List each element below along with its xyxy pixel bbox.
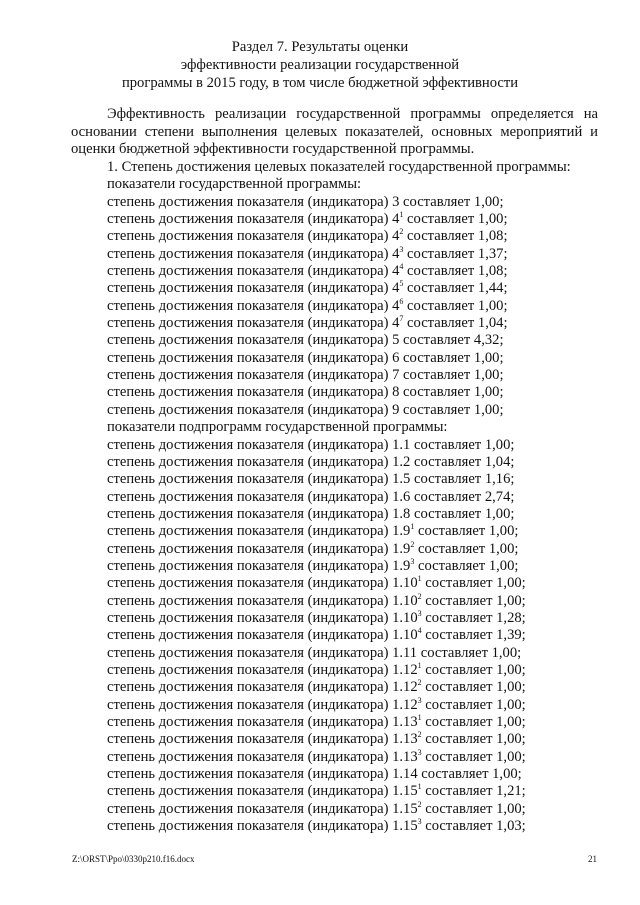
indicator-value: составляет 4,32; [399,332,504,349]
indicator-line [107,332,607,349]
indicator-line [107,367,607,384]
indicator-line [107,610,607,627]
indicator-value: составляет 1,04; [410,453,515,470]
indicator-line [107,471,607,488]
indicator-label: степень достижения показателя (индикатора) 1.5 [107,471,411,488]
indicator-value: составляет 1,00; [417,644,522,661]
section-title [60,38,580,92]
indicator-value: составляет 1,39; [421,627,526,644]
indicator-label: степень достижения показателя (индикатора) 9 [107,401,400,418]
indicator-line [107,645,607,662]
indicator-label: степень достижения показателя (индикатора) 1.8 [107,505,411,522]
indicator-value: составляет 1,00; [403,211,508,228]
page-number: 21 [588,854,597,864]
indicator-value: составляет 1,00; [421,679,526,696]
indicator-value: составляет 1,00; [421,661,526,678]
indicator-superscript: 3 [417,747,422,757]
indicator-label: степень достижения показателя (индикатора) 1.10 [107,609,418,626]
indicator-label: степень достижения показателя (индикатора) 4 [107,315,400,332]
indicator-line [107,454,607,471]
indicator-value: составляет 1,00; [414,523,519,540]
indicator-line [107,627,607,644]
indicator-superscript: 3 [410,556,415,566]
indicator-label: степень достижения показателя (индикатора) 4 [107,280,400,297]
indicator-value: составляет 1,00; [421,714,526,730]
indicator-label: степень достижения показателя (индикатора) 4 [107,211,400,228]
indicator-value: составляет 1,00; [414,540,519,557]
indicator-label: степень достижения показателя (индикатора) 1.10 [107,592,418,609]
indicator-line [107,541,607,558]
indicator-value: составляет 1,00; [399,193,504,210]
indicator-line [107,350,607,367]
indicator-value: составляет 1,00; [421,800,526,817]
indicator-value: составляет 1,00; [399,349,504,366]
indicator-line [107,315,607,332]
indicator-value: составляет 1,00; [399,401,504,418]
indicator-label: степень достижения показателя (индикатора) 8 [107,384,400,401]
indicator-line [107,194,607,211]
indicator-line [107,298,607,315]
indicator-label: степень достижения показателя (индикатора) 1.13 [107,714,418,730]
program-indicators-heading: показатели государственной программы: [107,176,362,193]
indicator-label: степень достижения показателя (индикатора) 5 [107,332,400,349]
indicator-value: составляет 1,08; [403,263,508,280]
indicator-line [107,679,607,696]
indicator-superscript: 4 [399,262,404,272]
indicator-label: степень достижения показателя (индикатора) 4 [107,245,400,262]
indicator-line [107,506,607,523]
indicator-line [107,523,607,540]
indicator-value: составляет 2,74; [410,488,515,505]
indicator-label: степень достижения показателя (индикатора) 1.9 [107,557,411,574]
indicator-line [107,731,607,748]
indicator-label: степень достижения показателя (индикатора) 1.14 [107,766,418,783]
indicator-line [107,593,607,610]
indicator-label: степень достижения показателя (индикатора) 1.15 [107,783,418,800]
indicator-line [107,437,607,454]
indicator-value: составляет 1,00; [421,696,526,713]
indicator-label: степень достижения показателя (индикатора) 1.12 [107,661,418,678]
indicator-value: составляет 1,00; [421,731,526,748]
indicator-superscript: 2 [417,678,422,688]
indicator-superscript: 1 [399,210,404,220]
indicator-value: составляет 1,08; [403,228,508,245]
indicator-line [107,558,607,575]
indicator-line [107,228,607,245]
indicator-line [107,783,607,800]
title-line-2: эффективности реализации государственной [180,57,460,73]
indicator-superscript: 2 [417,799,422,809]
indicator-value: составляет 1,00; [410,505,515,522]
indicator-label: степень достижения показателя (индикатора) 7 [107,367,400,384]
indicator-superscript: 6 [399,296,404,306]
indicator-label: степень достижения показателя (индикатора) 1.1 [107,436,411,453]
indicator-value: составляет 1,44; [403,280,508,297]
indicator-label: степень достижения показателя (индикатора) 1.10 [107,627,418,644]
indicator-superscript: 7 [399,314,404,324]
indicator-label: степень достижения показателя (индикатора) 4 [107,263,400,280]
indicator-value: составляет 1,04; [403,315,508,332]
indicator-line [107,211,607,228]
indicator-line [107,714,607,731]
indicator-label: степень достижения показателя (индикатора) 1.12 [107,696,418,713]
indicator-value: составляет 1,00; [414,557,519,574]
indicator-line [107,697,607,714]
indicator-superscript: 2 [410,539,415,549]
indicator-superscript: 3 [417,608,422,618]
indicator-superscript: 4 [417,626,422,636]
indicator-superscript: 1 [417,574,422,584]
indicator-line [107,263,607,280]
indicator-value: составляет 1,00; [410,436,515,453]
indicator-value: составляет 1,03; [421,818,526,835]
indicator-superscript: 5 [399,279,404,289]
section-1-heading: 1. Степень достижения целевых показателей государственной программы: [107,159,571,175]
intro-paragraph: Эффективность реализации государственной программы определяется на основании степени выполнения целевых показателей, основных мероприятий и оценки бюджетной эффективности государственной программы. [71,106,598,157]
indicator-list [107,159,607,835]
indicator-value: составляет 1,00; [421,575,526,592]
indicator-line [107,575,607,592]
indicator-label: степень достижения показателя (индикатора) 1.6 [107,488,411,505]
indicator-line [107,818,607,835]
indicator-superscript: 2 [417,730,422,740]
indicator-value: составляет 1,16; [410,471,515,488]
indicator-superscript: 2 [399,227,404,237]
indicator-superscript: 1 [417,713,422,722]
indicator-superscript: 2 [417,591,422,601]
indicator-line [107,246,607,263]
indicator-value: составляет 1,00; [403,297,508,314]
indicator-label: степень достижения показателя (индикатора) 4 [107,297,400,314]
indicator-label: степень достижения показателя (индикатора) 1.9 [107,523,411,540]
indicator-superscript: 1 [417,660,422,670]
indicator-superscript: 1 [417,782,422,792]
indicator-label: степень достижения показателя (индикатора) 3 [107,193,400,210]
indicator-label: степень достижения показателя (индикатора) 1.15 [107,818,418,835]
indicator-label: степень достижения показателя (индикатора) 6 [107,349,400,366]
indicator-value: составляет 1,28; [421,609,526,626]
indicator-label: степень достижения показателя (индикатора) 4 [107,228,400,245]
footer-file-path: Z:\ORST\Ppo\0330p210.f16.docx [72,854,195,864]
indicator-line [107,489,607,506]
indicator-value: составляет 1,21; [421,783,526,800]
indicator-line [107,384,607,401]
indicator-line [107,801,607,818]
indicator-value: составляет 1,00; [399,384,504,401]
indicator-label: степень достижения показателя (индикатора) 1.2 [107,453,411,470]
program-indicator-lines [107,194,607,419]
indicator-line [107,402,607,419]
indicator-value: составляет 1,00; [417,766,522,783]
subprogram-indicators-heading: показатели подпрограмм государственной программы: [107,419,448,436]
indicator-line [107,280,607,297]
indicator-label: степень достижения показателя (индикатора) 1.15 [107,800,418,817]
indicator-superscript: 3 [417,817,422,827]
indicator-superscript: 3 [399,244,404,254]
indicator-value: составляет 1,00; [399,367,504,384]
indicator-value: составляет 1,37; [403,245,508,262]
indicator-label: степень достижения показателя (индикатора) 1.11 [107,644,418,661]
indicator-label: степень достижения показателя (индикатора) 1.13 [107,731,418,748]
indicator-label: степень достижения показателя (индикатора) 1.9 [107,540,411,557]
indicator-label: степень достижения показателя (индикатора) 1.12 [107,679,418,696]
indicator-value: составляет 1,00; [421,592,526,609]
subprogram-indicator-lines [107,437,607,836]
indicator-superscript: 3 [417,695,422,705]
title-line-1: Раздел 7. Результаты оценки [231,39,409,55]
indicator-line [107,749,607,766]
indicator-line [107,766,607,783]
indicator-line [107,662,607,679]
indicator-label: степень достижения показателя (индикатора) 1.13 [107,748,418,765]
indicator-superscript: 1 [410,522,415,532]
title-line-3: программы в 2015 году, в том числе бюджетной эффективности [121,75,519,91]
indicator-label: степень достижения показателя (индикатора) 1.10 [107,575,418,592]
indicator-value: составляет 1,00; [421,748,526,765]
